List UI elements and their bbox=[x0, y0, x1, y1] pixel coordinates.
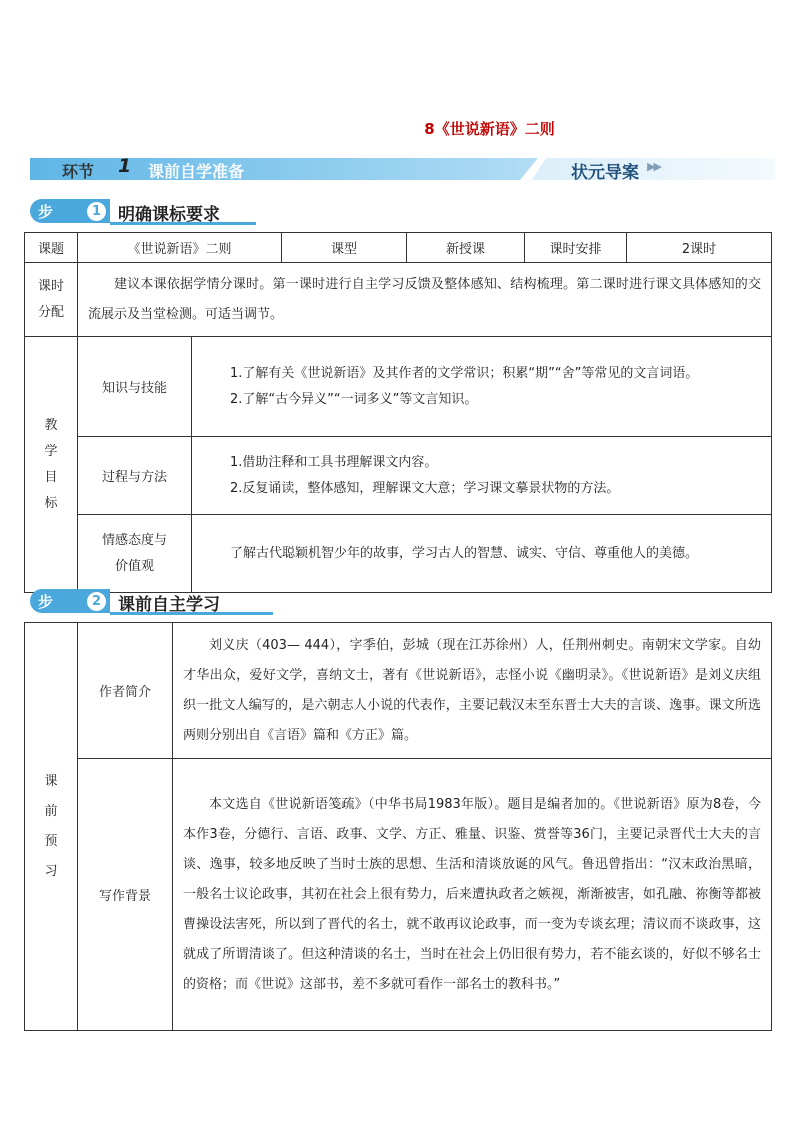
preview-table bbox=[24, 622, 772, 1031]
banner-label-left: 环节 bbox=[62, 162, 95, 181]
goal-knowledge-text: 1.了解有关《世说新语》及其作者的文学常识；积累“期”“舍”等常见的文言词语。 2.了解“古今异义”“一词多义”等文言知识。 bbox=[192, 337, 772, 437]
goals-label: 教 学 目 标 bbox=[25, 337, 78, 593]
page-title: 8《世说新语》二则 bbox=[424, 120, 555, 138]
goal-process-label: 过程与方法 bbox=[78, 437, 192, 515]
step2-pill-text: 步骤 bbox=[38, 593, 54, 632]
step1-number: 1 bbox=[87, 202, 106, 221]
section-banner bbox=[30, 155, 775, 183]
curriculum-table bbox=[24, 232, 772, 593]
background-label: 写作背景 bbox=[78, 759, 173, 1031]
author-label: 作者简介 bbox=[78, 623, 173, 759]
goal-process-text: 1.借助注释和工具书理解课文内容。 2.反复诵读，整体感知，理解课文大意；学习课文摹景状物的方法。 bbox=[192, 437, 772, 515]
goal-emotion-label: 情感态度与 价值观 bbox=[78, 515, 192, 593]
author-text: 刘义庆（403— 444），字季伯，彭城（现在江苏徐州）人，任荆州刺史。南朝宋文学家。自幼才华出众，爱好文学，喜纳文士，著有《世说新语》，志怪小说《幽明录》。《世说新语》是刘义庆组织一批文人编写的，是六朝志人小说的代表作，主要记载汉末至东晋士大夫的言谈、逸事。课文所选两则分别出自《言语》篇和《方正》篇。 bbox=[173, 623, 772, 759]
step2-title: 课前自主学习 bbox=[118, 595, 220, 615]
cell-hours-label: 课时安排 bbox=[525, 233, 627, 263]
background-text: 本文选自《世说新语笺疏》（中华书局1983年版）。题目是编者加的。《世说新语》原为8卷，今本作3卷，分德行、言语、政事、文学、方正、雅量、识鉴、赏誉等36门，主要记录晋代士大夫的言谈、逸事，较多地反映了当时士族的思想、生活和清谈放诞的风气。鲁迅曾指出：“汉末政治黑暗，一般名士议论政事，其初在社会上很有势力，后来遭执政者之嫉视，渐渐被害，如孔融、祢衡等都被曹操设法害死，所以到了晋代的名士，就不敢再议论政事，而一变为专谈玄理；清议而不谈政事，这就成了所谓清谈了。但这种清谈的名士，当时在社会上仍旧很有势力，若不能玄谈的，好似不够名士的资格；而《世说》这部书，差不多就可看作一部名士的教科书。” bbox=[173, 759, 772, 1031]
step1-pill-text: 步骤 bbox=[38, 203, 54, 242]
cell-topic-value: 《世说新语》二则 bbox=[78, 233, 282, 263]
banner-right-label: 状元导案 bbox=[571, 163, 639, 183]
step1-title: 明确课标要求 bbox=[118, 205, 220, 225]
step2-number: 2 bbox=[87, 592, 106, 611]
cell-type-value: 新授课 bbox=[407, 233, 525, 263]
schedule-label: 课时 分配 bbox=[25, 263, 78, 337]
cell-hours-value: 2课时 bbox=[627, 233, 772, 263]
cell-topic-label: 课题 bbox=[25, 233, 78, 263]
cell-type-label: 课型 bbox=[282, 233, 407, 263]
goal-knowledge-label: 知识与技能 bbox=[78, 337, 192, 437]
double-arrow-icon: ▶▶ bbox=[647, 160, 660, 173]
preview-side-label: 课 前 预 习 bbox=[25, 623, 78, 1031]
schedule-text: 建议本课依据学情分课时。第一课时进行自主学习反馈及整体感知、结构梳理。第二课时进行课文具体感知的交流展示及当堂检测。可适当调节。 bbox=[78, 263, 772, 337]
goal-emotion-text: 了解古代聪颖机智少年的故事，学习古人的智慧、诚实、守信、尊重他人的美德。 bbox=[192, 515, 772, 593]
banner-number: 1 bbox=[118, 155, 132, 177]
banner-label-main: 课前自学准备 bbox=[148, 162, 245, 181]
